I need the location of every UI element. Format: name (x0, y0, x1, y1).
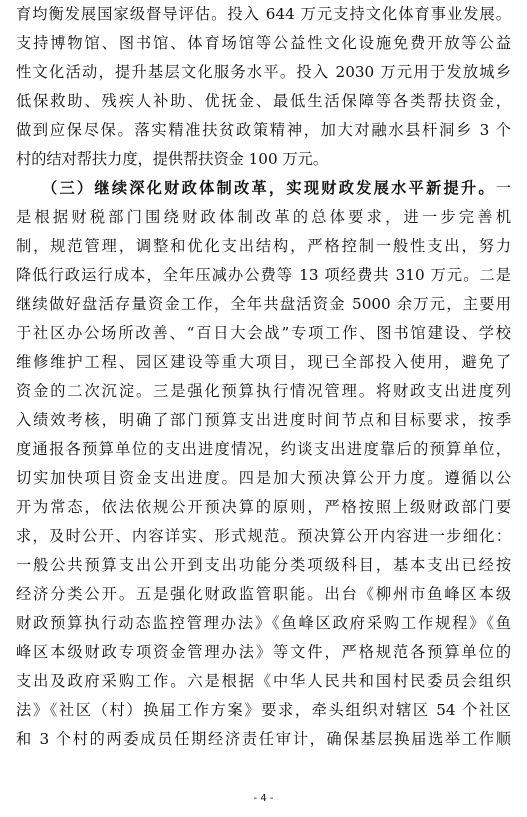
text-line: 和 3 个村的两委成员任期经济责任审计，确保基层换届选举工作顺 (16, 730, 511, 748)
text-line: 一般公共预算支出公开到支出功能分类项级科目，基本支出已经按 (16, 556, 511, 574)
text-line: 维修维护工程、园区建设等重大项目，现已全部投入使用，避免了 (16, 353, 511, 371)
text-line: 资金的二次沉淀。三是强化预算执行情况管理。将财政支出进度列 (16, 382, 511, 400)
text-line: 育均衡发展国家级督导评估。投入 644 万元支持文化体育事业发展。 (16, 5, 511, 23)
text-line: 财政预算执行动态监控管理办法》《鱼峰区政府采购工作规程》《鱼 (16, 614, 511, 632)
paragraph-fiscal-reform (16, 203, 511, 754)
text-line: 切实加快项目资金支出进度。四是加大预决算公开力度。遵循以公 (16, 469, 511, 487)
text-line: 做到应保尽保。落实精准扶贫政策精神，加大对融水县杆洞乡 3 个 (16, 121, 511, 139)
text-line: 开为常态，依法依规公开预决算的原则，严格按照上级财政部门要 (16, 498, 511, 516)
paragraph-culture-welfare (16, 0, 511, 174)
section-heading: （三）继续深化财政体制改革，实现财政发展水平新提升。 (42, 179, 496, 197)
text-line: 法》《社区（村）换届工作方案》要求，牵头组织对辖区 54 个社区 (16, 701, 511, 719)
text-line: 是根据财税部门围绕财政体制改革的总体要求，进一步完善机 (16, 208, 511, 226)
page-number: - 4 - (253, 793, 274, 804)
section-heading-tail: 一 (495, 179, 511, 197)
text-line: 村的结对帮扶力度，提供帮扶资金 100 万元。 (16, 150, 329, 168)
text-line: 支出及政府采购工作。六是根据《中华人民共和国村民委员会组织 (16, 672, 511, 690)
text-line: 性文化活动，提升基层文化服务水平。投入 2030 万元用于发放城乡 (16, 63, 511, 81)
text-line: 经济分类公开。五是强化财政监管职能。出台《柳州市鱼峰区本级 (16, 585, 511, 603)
text-line: 度通报各预算单位的支出进度情况，约谈支出进度靠后的预算单位， (16, 440, 511, 458)
text-line: 入绩效考核，明确了部门预算支出进度时间节点和目标要求，按季 (16, 411, 511, 429)
text-line: 降低行政运行成本，全年压减办公费等 13 项经费共 310 万元。二是 (16, 266, 511, 284)
text-line: 制，规范管理，调整和优化支出结构，严格控制一般性支出，努力 (16, 237, 511, 255)
section-heading-line (16, 174, 511, 203)
text-line: 求，及时公开、内容详实、形式规范。预决算公开内容进一步细化： (16, 527, 511, 545)
text-line: 支持博物馆、图书馆、体育场馆等公益性文化设施免费开放等公益 (16, 34, 511, 52)
text-line: 低保救助、残疾人补助、优抚金、最低生活保障等各类帮扶资金， (16, 92, 511, 110)
body-text (16, 0, 511, 754)
text-line: 于社区办公场所改善、“百日大会战”专项工作、图书馆建设、学校 (16, 324, 511, 342)
text-line: 峰区本级财政专项资金管理办法》等文件，严格规范各预算单位的 (16, 643, 511, 661)
text-line: 继续做好盘活存量资金工作，全年共盘活资金 5000 余万元，主要用 (16, 295, 511, 313)
